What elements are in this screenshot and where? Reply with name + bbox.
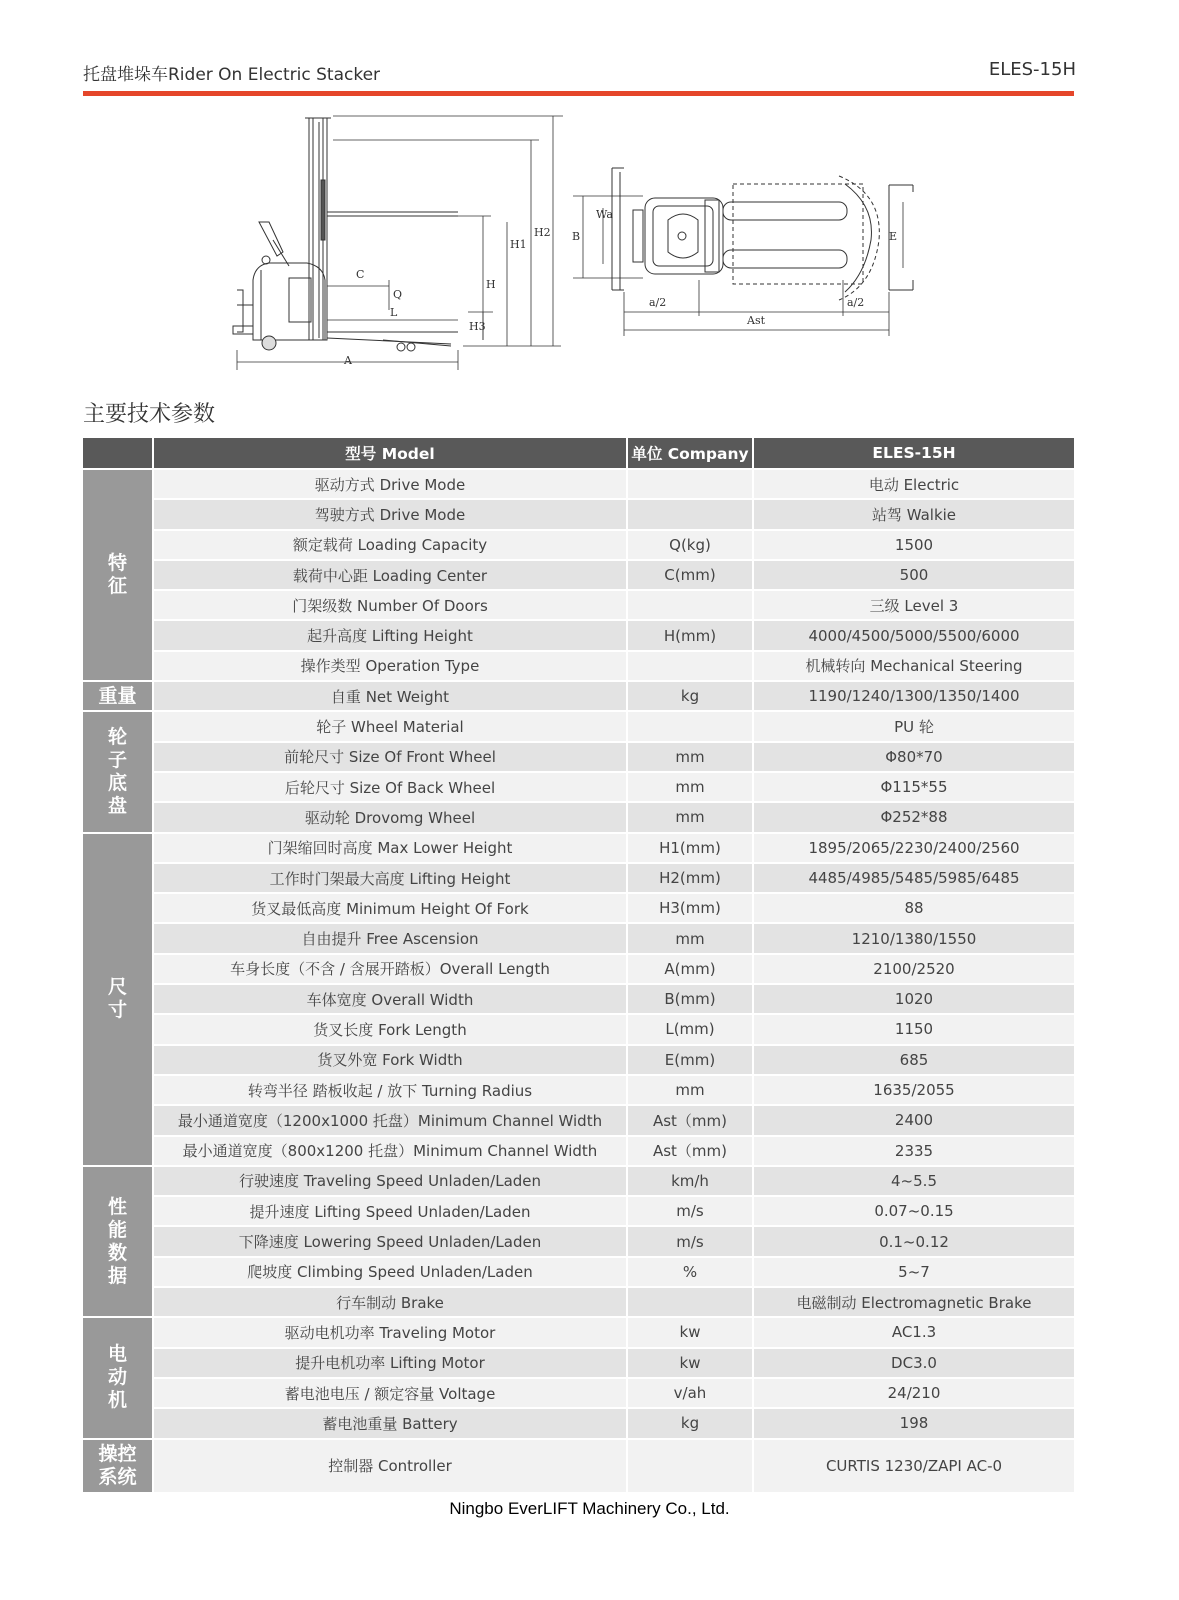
unit-cell	[627, 469, 753, 499]
category-label: 特征	[107, 552, 127, 598]
table-row	[83, 1439, 1074, 1493]
label-b: B	[572, 230, 581, 243]
param-name-cell: 起升高度 Lifting Height	[153, 620, 627, 650]
header-blank	[83, 438, 153, 469]
value-cell: 4~5.5	[753, 1166, 1074, 1196]
param-name-cell: 载荷中心距 Loading Center	[153, 560, 627, 590]
spec-table-header	[83, 438, 1074, 469]
table-row	[83, 1408, 1074, 1438]
param-name-cell: 自由提升 Free Ascension	[153, 923, 627, 953]
param-name-cell: 最小通道宽度（1200x1000 托盘）Minimum Channel Width	[153, 1105, 627, 1135]
table-row	[83, 863, 1074, 893]
table-row	[83, 1196, 1074, 1226]
param-name-cell: 工作时门架最大高度 Lifting Height	[153, 863, 627, 893]
label-h: H	[486, 278, 496, 291]
param-name-cell: 提升速度 Lifting Speed Unladen/Laden	[153, 1196, 627, 1226]
value-cell: 1635/2055	[753, 1075, 1074, 1105]
unit-cell: A(mm)	[627, 954, 753, 984]
stacker-drawing-svg	[83, 100, 1074, 385]
value-cell: 0.07~0.15	[753, 1196, 1074, 1226]
unit-cell: v/ah	[627, 1378, 753, 1408]
label-q: Q	[393, 288, 403, 301]
table-row	[83, 560, 1074, 590]
value-cell: Φ115*55	[753, 772, 1074, 802]
unit-cell	[627, 1287, 753, 1317]
value-cell: 站驾 Walkie	[753, 499, 1074, 529]
table-row	[83, 1075, 1074, 1105]
table-row	[83, 1378, 1074, 1408]
unit-cell: mm	[627, 802, 753, 832]
param-name-cell: 驱动轮 Drovomg Wheel	[153, 802, 627, 832]
unit-cell: E(mm)	[627, 1045, 753, 1075]
value-cell: 4485/4985/5485/5985/6485	[753, 863, 1074, 893]
param-name-cell: 门架级数 Number Of Doors	[153, 590, 627, 620]
param-name-cell: 驱动方式 Drive Mode	[153, 469, 627, 499]
label-l: L	[390, 306, 398, 319]
unit-cell: Ast（mm)	[627, 1105, 753, 1135]
param-name-cell: 行车制动 Brake	[153, 1287, 627, 1317]
param-name-cell: 驾驶方式 Drive Mode	[153, 499, 627, 529]
unit-cell	[627, 590, 753, 620]
param-name-cell: 门架缩回时高度 Max Lower Height	[153, 833, 627, 863]
label-h2: H2	[534, 226, 551, 239]
category-cell	[83, 681, 153, 711]
category-label: 重量	[98, 684, 137, 707]
unit-cell: kw	[627, 1348, 753, 1378]
table-row	[83, 1166, 1074, 1196]
unit-cell: kg	[627, 681, 753, 711]
value-cell: PU 轮	[753, 711, 1074, 741]
table-row	[83, 802, 1074, 832]
unit-cell: kw	[627, 1317, 753, 1347]
value-cell: AC1.3	[753, 1317, 1074, 1347]
param-name-cell: 行驶速度 Traveling Speed Unladen/Laden	[153, 1166, 627, 1196]
unit-cell: m/s	[627, 1226, 753, 1256]
table-row	[83, 1257, 1074, 1287]
table-row	[83, 1014, 1074, 1044]
category-cell	[83, 469, 153, 681]
param-name-cell: 提升电机功率 Lifting Motor	[153, 1348, 627, 1378]
value-cell: 电磁制动 Electromagnetic Brake	[753, 1287, 1074, 1317]
param-name-cell: 前轮尺寸 Size Of Front Wheel	[153, 742, 627, 772]
value-cell: Φ80*70	[753, 742, 1074, 772]
param-name-cell: 后轮尺寸 Size Of Back Wheel	[153, 772, 627, 802]
table-row	[83, 530, 1074, 560]
header-unit: 单位 Company	[627, 438, 753, 469]
value-cell: 三级 Level 3	[753, 590, 1074, 620]
value-cell: 1190/1240/1300/1350/1400	[753, 681, 1074, 711]
param-name-cell: 最小通道宽度（800x1200 托盘）Minimum Channel Width	[153, 1136, 627, 1166]
category-cell	[83, 1317, 153, 1438]
label-wa: Wa	[596, 208, 613, 221]
unit-cell: m/s	[627, 1196, 753, 1226]
unit-cell: H1(mm)	[627, 833, 753, 863]
spec-table-body	[83, 469, 1074, 1493]
unit-cell: kg	[627, 1408, 753, 1438]
unit-cell	[627, 651, 753, 681]
table-row	[83, 893, 1074, 923]
table-row	[83, 1348, 1074, 1378]
param-name-cell: 货叉外宽 Fork Width	[153, 1045, 627, 1075]
param-name-cell: 车身长度（不含 / 含展开踏板）Overall Length	[153, 954, 627, 984]
value-cell: 2400	[753, 1105, 1074, 1135]
unit-cell	[627, 499, 753, 529]
value-cell: 2100/2520	[753, 954, 1074, 984]
stacker-technical-drawing	[83, 100, 1074, 385]
table-row	[83, 984, 1074, 1014]
value-cell: 2335	[753, 1136, 1074, 1166]
unit-cell: mm	[627, 1075, 753, 1105]
value-cell: 4000/4500/5000/5500/6000	[753, 620, 1074, 650]
category-label: 性能数据	[107, 1195, 127, 1287]
label-ast: Ast	[747, 314, 766, 327]
value-cell: Φ252*88	[753, 802, 1074, 832]
table-row	[83, 1105, 1074, 1135]
param-name-cell: 车体宽度 Overall Width	[153, 984, 627, 1014]
value-cell: CURTIS 1230/ZAPI AC-0	[753, 1439, 1074, 1493]
param-name-cell: 蓄电池重量 Battery	[153, 1408, 627, 1438]
table-row	[83, 651, 1074, 681]
header-product: ELES-15H	[753, 438, 1074, 469]
table-row	[83, 620, 1074, 650]
param-name-cell: 驱动电机功率 Traveling Motor	[153, 1317, 627, 1347]
param-name-cell: 货叉最低高度 Minimum Height Of Fork	[153, 893, 627, 923]
label-h3: H3	[469, 320, 486, 333]
label-a-half-right: a/2	[847, 296, 865, 309]
category-label: 尺寸	[107, 976, 127, 1022]
top-view-drawing	[573, 168, 913, 336]
table-row	[83, 1317, 1074, 1347]
param-name-cell: 转弯半径 踏板收起 / 放下 Turning Radius	[153, 1075, 627, 1105]
table-row	[83, 711, 1074, 741]
table-row	[83, 499, 1074, 529]
value-cell: 电动 Electric	[753, 469, 1074, 499]
param-name-cell: 轮子 Wheel Material	[153, 711, 627, 741]
unit-cell	[627, 711, 753, 741]
unit-cell: H2(mm)	[627, 863, 753, 893]
category-label: 轮子底盘	[107, 725, 127, 817]
unit-cell: mm	[627, 772, 753, 802]
param-name-cell: 爬坡度 Climbing Speed Unladen/Laden	[153, 1257, 627, 1287]
label-a: A	[344, 354, 352, 367]
unit-cell: L(mm)	[627, 1014, 753, 1044]
table-row	[83, 742, 1074, 772]
label-h1: H1	[510, 238, 527, 251]
category-cell	[83, 711, 153, 832]
label-a-half-left: a/2	[649, 296, 667, 309]
unit-cell: C(mm)	[627, 560, 753, 590]
value-cell: DC3.0	[753, 1348, 1074, 1378]
unit-cell: H3(mm)	[627, 893, 753, 923]
spec-table	[83, 438, 1074, 1494]
unit-cell: H(mm)	[627, 620, 753, 650]
table-row	[83, 1136, 1074, 1166]
value-cell: 1150	[753, 1014, 1074, 1044]
value-cell: 5~7	[753, 1257, 1074, 1287]
value-cell: 1020	[753, 984, 1074, 1014]
unit-cell: km/h	[627, 1166, 753, 1196]
param-name-cell: 额定载荷 Loading Capacity	[153, 530, 627, 560]
company-footer: Ningbo EverLIFT Machinery Co., Ltd.	[449, 1499, 730, 1518]
value-cell: 88	[753, 893, 1074, 923]
param-name-cell: 下降速度 Lowering Speed Unladen/Laden	[153, 1226, 627, 1256]
unit-cell: B(mm)	[627, 984, 753, 1014]
header-divider	[83, 91, 1074, 96]
value-cell: 198	[753, 1408, 1074, 1438]
unit-cell: mm	[627, 923, 753, 953]
table-row	[83, 833, 1074, 863]
table-row	[83, 469, 1074, 499]
param-name-cell: 控制器 Controller	[153, 1439, 627, 1493]
category-cell	[83, 1439, 153, 1493]
category-cell	[83, 833, 153, 1166]
value-cell: 24/210	[753, 1378, 1074, 1408]
param-name-cell: 蓄电池电压 / 额定容量 Voltage	[153, 1378, 627, 1408]
unit-cell	[627, 1439, 753, 1493]
value-cell: 机械转向 Mechanical Steering	[753, 651, 1074, 681]
label-e: E	[889, 230, 898, 243]
table-row	[83, 681, 1074, 711]
label-c: C	[356, 268, 365, 281]
header-model: 型号 Model	[153, 438, 627, 469]
table-row	[83, 1287, 1074, 1317]
value-cell: 1500	[753, 530, 1074, 560]
section-title: 主要技术参数	[83, 402, 216, 427]
value-cell: 500	[753, 560, 1074, 590]
value-cell: 685	[753, 1045, 1074, 1075]
unit-cell: %	[627, 1257, 753, 1287]
page-header-title: 托盘堆垛车Rider On Electric Stacker	[83, 65, 381, 85]
table-row	[83, 954, 1074, 984]
category-label: 电动机	[107, 1343, 127, 1412]
page-header-model: ELES-15H	[988, 59, 1076, 80]
table-row	[83, 1045, 1074, 1075]
param-name-cell: 货叉长度 Fork Length	[153, 1014, 627, 1044]
param-name-cell: 操作类型 Operation Type	[153, 651, 627, 681]
table-row	[83, 772, 1074, 802]
table-row	[83, 923, 1074, 953]
table-row	[83, 1226, 1074, 1256]
param-name-cell: 自重 Net Weight	[153, 681, 627, 711]
table-row	[83, 590, 1074, 620]
category-cell	[83, 1166, 153, 1317]
value-cell: 1895/2065/2230/2400/2560	[753, 833, 1074, 863]
value-cell: 0.1~0.12	[753, 1226, 1074, 1256]
unit-cell: Ast（mm)	[627, 1136, 753, 1166]
category-label: 操控系统	[98, 1442, 137, 1488]
value-cell: 1210/1380/1550	[753, 923, 1074, 953]
unit-cell: Q(kg)	[627, 530, 753, 560]
unit-cell: mm	[627, 742, 753, 772]
